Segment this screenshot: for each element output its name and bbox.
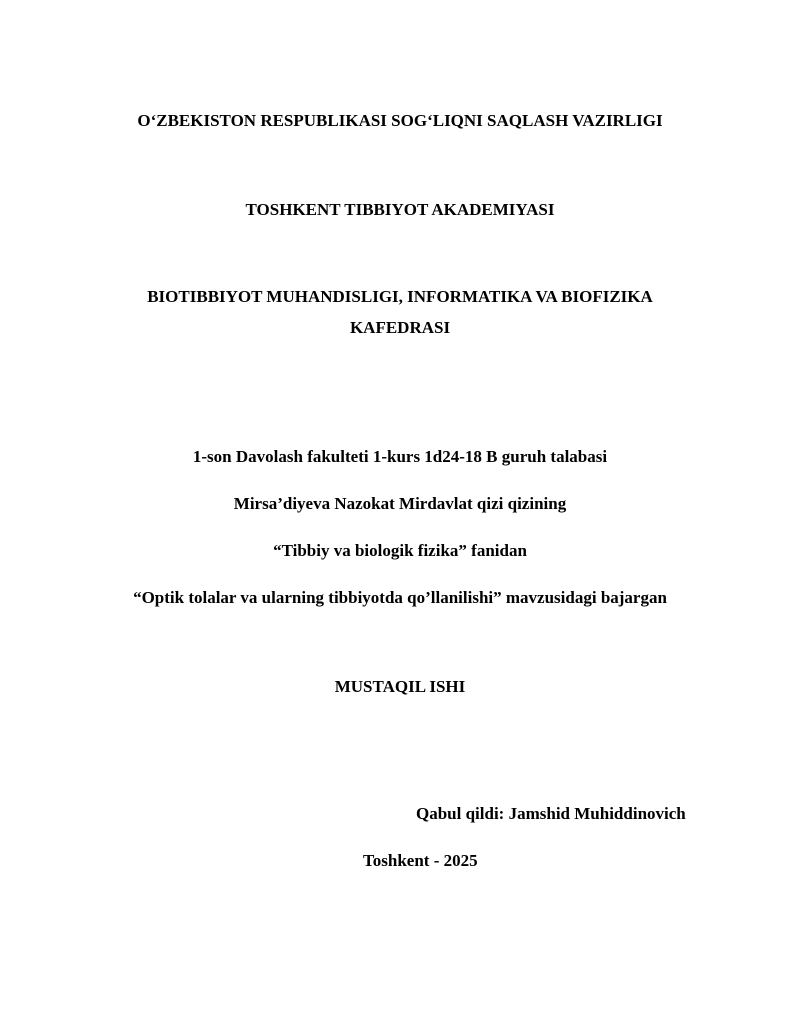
work-title: MUSTAQIL ISHI (334, 677, 466, 696)
place-year: Toshkent - 2025 (363, 851, 478, 870)
student-name-line: Mirsa’diyeva Nazokat Mirdavlat qizi qizining (233, 494, 567, 513)
accepted-by: Qabul qildi: Jamshid Muhiddinovich (416, 804, 686, 823)
academy-heading: TOSHKENT TIBBIYOT AKADEMIYASI (245, 200, 555, 219)
subject-line: “Tibbiy va biologik fizika” fanidan (273, 541, 527, 560)
ministry-heading: O‘ZBEKISTON RESPUBLIKASI SOG‘LIQNI SAQLASH VAZIRLIGI (137, 111, 663, 130)
student-group-line: 1-son Davolash fakulteti 1-kurs 1d24-18 B guruh talabasi (192, 447, 608, 466)
department-heading-line1: BIOTIBBIYOT MUHANDISLIGI, INFORMATIKA VA BIOFIZIKA (147, 287, 653, 306)
department-heading-line2: KAFEDRASI (349, 318, 451, 337)
topic-line: “Optik tolalar va ularning tibbiyotda qo’llanilishi” mavzusidagi bajargan (133, 588, 667, 607)
